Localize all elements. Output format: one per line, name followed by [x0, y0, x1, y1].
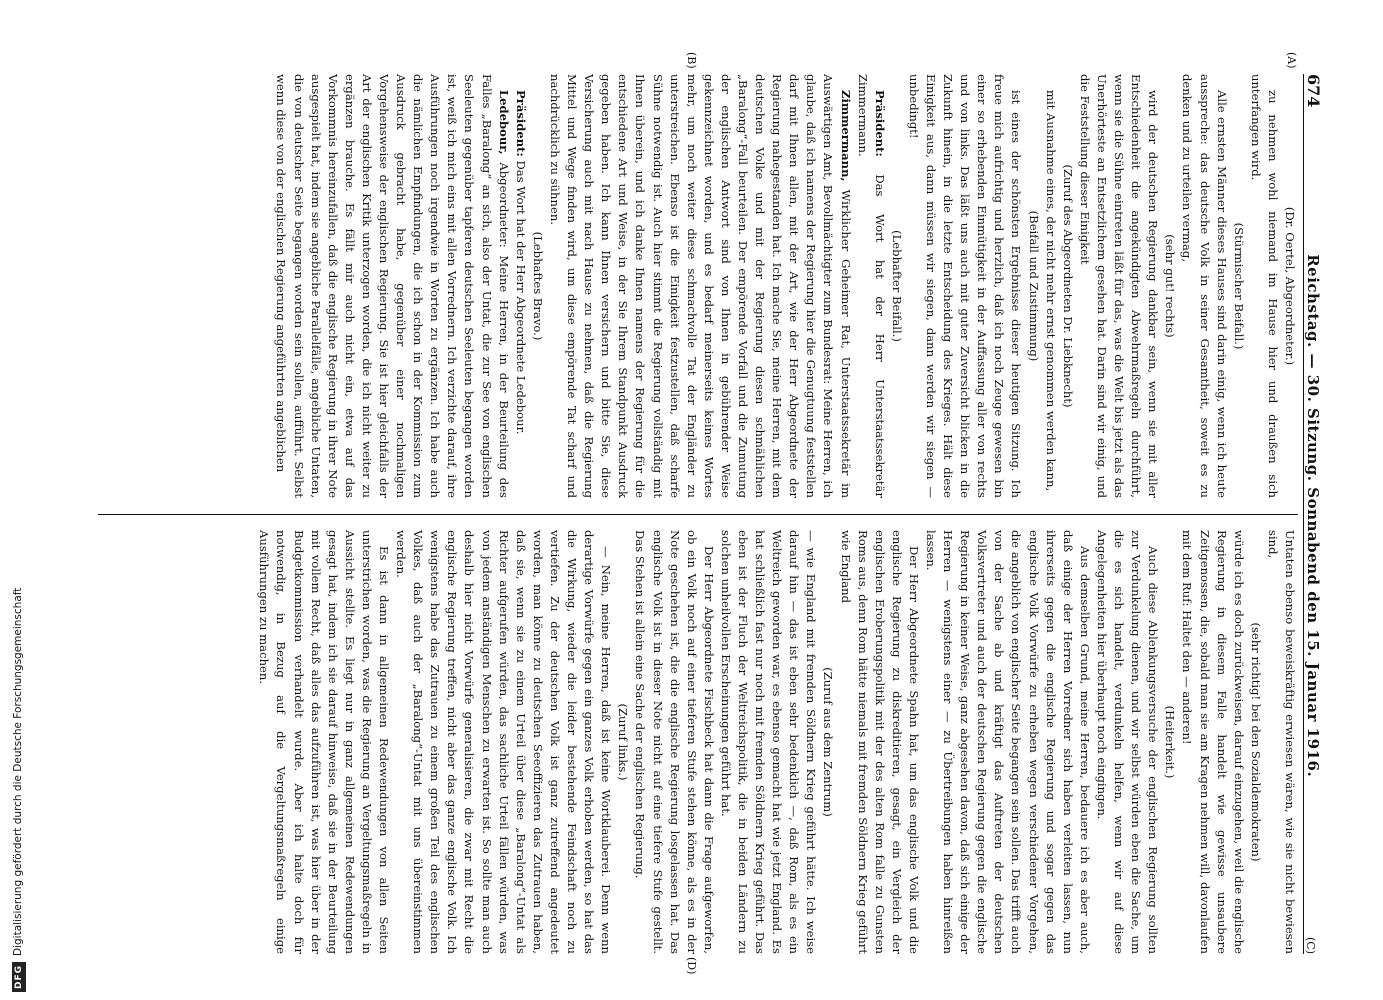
paragraph: zu nehmen wohl niemand im Hause hier und draußen sich unterfangen wird.	[1248, 74, 1280, 498]
page-number: 674	[1304, 74, 1323, 108]
speaker-title: Wirklicher Geheimer Rat, Unterstaatssekretär im Auswärtigen Amt, Bevollmächtigter zum Bundesrat:	[821, 74, 853, 498]
speaker-name: Zimmermann,	[838, 90, 853, 182]
paragraph: Alle ernsten Männer dieses Hauses sind darin einig, wenn ich heute ausspreche: das deutsche Volk in seiner Gesamtheit, soweit es zu denken und zu urteilen vermag,	[1180, 74, 1229, 498]
paragraph: wird der deutschen Regierung dankbar sein, wenn sie mit aller Entschiedenheit die angekündigten Abwehrmaßregeln durchführt, wenn sie die Sühne eintreten läßt für das, was die Welt bis jetzt als das Unerhörteste an Entsetzlichem gesehen hat. Darin sind wir einig, und die Feststellung dieser Einigkeit	[1077, 74, 1161, 498]
paragraph-text: Meine Herren, in der Beurteilung des Falles „Baralong“ an sich, also der Untat, die zur See von englischen Seeleuten gegenüber tapferen deutschen Seeleuten begangen worden ist, weiß ich mich eins mit allen Vorrednern. Ich verzichte darauf, ihre Ausführungen noch irgendwie in Worten zu ergänzen. Ich habe auch die nämlichen Empfindungen, die ich schon in der Kommission zum Ausdruck gebracht habe, gegenüber einer nochmaligen Vorgehensweise der englischen Regierung. Sie ist hier gleichfalls der Art der englischen Kritik unterzogen worden, die ich nicht weiter zu ergänzen brauche. Es fällt mir auch nicht ein, etwa auf das Vorkommnis hereinzufallen, daß die englische Regierung in ihrer Note ausgespielt hat, indem sie angebliche Parallelfälle, angebliche Untaten, die von deutscher Seite begangen worden sein sollen, aufführt. Selbst wenn diese von der englischen Regierung angeführten angeblichen	[274, 74, 511, 498]
paragraph: Aus demselben Grund, meine Herren, bedauere ich es aber auch, daß einige der Herren Vorredner sich haben verleiten lassen, nun ihrerseits gegen die englische Regierung und sogar gegen das englische Volk Vorwürfe zu erheben wegen verschiedener Vorgehen, die angeblich von englischer Seite begangen sein sollen. Das trifft auch von der Sache ab und kräftigt das Auftreten der deutschen Volksvertreter und auch der deutschen Regierung gegen die englische Regierung in keiner Weise, ganz abgesehen davon, daß sich einige der Herren — wenigstens einer — zu Übertreibungen haben hinreißen lassen.	[924, 530, 1092, 954]
reaction: (Beifall und Zustimmung)	[1026, 210, 1041, 362]
speaker-name: Präsident:	[872, 90, 887, 157]
margin-mark-d: (D)	[685, 957, 698, 975]
right-column	[98, 530, 1298, 954]
margin-mark-c: (C)	[1304, 936, 1317, 954]
page-header	[1303, 74, 1330, 954]
paragraph: Es ist dann in allgemeinen Redewendungen von allen Seiten unterstrichen worden, was die Regierung an Vergeltungsmaßregeln in Aussicht stellte. Es liegt nur in ganz allgemeinen Redewendungen gesagt hat, indem ich sie darauf hinweise, daß sie in der Beurteilung mit vollem Recht, daß alles das aufzuführen ist, was hier über in der Budgetkommission verhandelt wurde. Aber ich halte doch für notwendig, in Bezug auf die Vergeltungsmaßregeln einige Ausführungen zu machen.	[257, 530, 392, 954]
speaker-paragraph	[854, 74, 888, 498]
speaker-paragraph	[546, 74, 854, 498]
reaction: (Zuruf links.)	[616, 703, 631, 781]
paragraph: Der Herr Abgeordnete Fischbeck hat dann die Frage aufgeworfen, ob ein Volk noch auf einer tieferen Stufe stehen könne, als es in der Note geschehen ist, die die englische Regierung losgelassen hat. Das englische Volk ist in dieser Note nicht auf eine tiefere Stufe gestellt. Das Stehen ist allein eine Sache der englischen Regierung.	[633, 530, 716, 954]
paragraph: Auch diese Ablenkungsversuche der englischen Regierung sollten zur Verdunkelung dienen, und wir selbst würden eben die Sache, um die es sich handelt, verdunkeln helfen, wenn wir auf diese Angelegenheiten hier überhaupt noch eingingen.	[1094, 530, 1161, 954]
paragraph: — wie England mit fremden Söldnern Krieg geführt hätte. Ich weise darauf hin — das ist eben sehr bedenklich —, daß Rom, als es ein Weltreich geworden war, es ebenso gemacht hat wie jetzt England. Es hat schließlich fast nur noch mit fremden Söldnern Krieg geführt. Das eben ist der Fluch der Weltreichspolitik, die in beiden Ländern zu solchen unheilvollen Erscheinungen geführt hat.	[718, 530, 819, 954]
paragraph: Der Herr Abgeordnete Spahn hat, um das englische Volk und die englische Regierung zu diskreditieren, gesagt, ein Vergleich der englischen Eroberungspolitik mit der des alten Rom falle zu Gunsten Roms aus, denn Rom hätte niemals mit fremden Söldnern Krieg geführt wie England	[838, 530, 921, 954]
paragraph-text: Das Wort hat der Herr Unterstaatssekretär Zimmermann.	[855, 74, 887, 498]
speaker-title: Abgeordneter:	[496, 162, 511, 248]
paragraph: mit Ausnahme eines, der nicht mehr ernst genommen werden kann,	[1043, 90, 1058, 492]
reaction: (Zuruf des Abgeordneten Dr. Liebknecht)	[1060, 164, 1075, 408]
speaker-paragraph	[512, 74, 529, 498]
left-column	[98, 74, 1298, 498]
footer-strip	[0, 0, 22, 1000]
text-columns	[98, 52, 1298, 975]
paragraph: würde ich es doch zurückweisen, darauf einzugehen, weil die englische Regierung in diesem Falle handelt wie gewisse unsaubere Zeitgenossen, die, sobald man sie am Kragen nehmen will, davonlaufen mit dem Ruf: Haltet den — anderen!	[1180, 530, 1246, 954]
margin-mark-a: (A)	[1285, 52, 1298, 69]
paragraph-text: Meine Herren, ich glaube, daß ich namens der Regierung hier die Genugtuung feststellen darf mit Ihnen allen, mit der Art, wie der Herr Abgeordnete der Regierung nahegestanden hat. Ich mache Sie, meine Herren, mit dem deutschen Volke und mit der Regierung diesen schmählichen „Baralong“-Fall beurteilen. Der empörende Vorfall und die Zumutung der englischen Antwort sind von Ihnen in gebührender Weise gekennzeichnet worden, und es bedarf meinerseits keines Wortes mehr, um noch weiter diese schmachvolle Tat der Engländer zu unterstreichen. Ebenso ist die Einigkeit festzustellen, daß scharfe Sühne notwendig ist. Auch hier stimmt die Regierung vollständig mit Ihnen überein, und ich danke Ihnen namens der Regierung für die entschiedene Art und Weise, in der Sie Ihrem Standpunkt Ausdruck gegeben haben. Ich kann Ihnen versichern und bitte Sie, diese Versicherung auch mit nach Hause zu nehmen, daß die Regierung Mittel und Wege finden wird, um diese empörende Tat scharf und nachdrücklich zu sühnen.	[547, 74, 836, 498]
speaker-name: Präsident:	[513, 90, 528, 157]
reaction: (Stürmischer Beifall.)	[1231, 222, 1246, 350]
footer-credit	[11, 0, 26, 1000]
footer-text: Digitalisierung gefördert durch die Deutsche Forschungsgemeinschaft	[12, 587, 24, 956]
reaction: (Zuruf aus dem Zentrum)	[821, 667, 836, 817]
paragraph: Untaten ebenso beweiskräftig erwiesen wären, wie sie nicht bewiesen sind,	[1265, 530, 1297, 954]
margin-mark-b: (B)	[685, 52, 698, 69]
paragraph: ist eines der schönsten Ergebnisse dieser heutigen Sitzung. Ich freue mich aufrichtig und herzlich, daß ich noch Zeuge gewesen bin einer so erhebenden Einmütigkeit in der Auffassung aller von rechts und von links. Das läßt uns auch mit guter Zuversicht blicken in die Zukunft hinein, in die letzte Entscheidung des Krieges. Hält diese Einigkeit aus, dann müssen wir siegen, dann werden wir siegen — unbedingt!	[906, 74, 1024, 498]
document-page	[90, 52, 1330, 975]
reaction: (sehr gut! rechts)	[1163, 234, 1178, 338]
speaker-name: Ledebour,	[496, 90, 511, 155]
dfg-logo: DFG	[12, 962, 26, 992]
speaker-paragraph	[272, 74, 511, 498]
reaction: (Heiterkeit.)	[1163, 705, 1178, 779]
paragraph-text: Das Wort hat der Herr Abgeordnete Ledebour.	[513, 160, 528, 435]
reaction: (sehr richtig! bei den Sozialdemokraten)	[1248, 622, 1263, 862]
speaker-continuation: (Dr. Oertel, Abgeordneter.)	[1283, 206, 1297, 366]
column-divider	[98, 514, 1298, 515]
reaction: (Lebhafter Beifall.)	[889, 230, 904, 342]
paragraph: — Nein, meine Herren, daß ist keine Wortklauberei. Denn wenn derartige Vorwürfe gegen ein ganzes Volk erhoben werden, so hat das die Wirkung, wieder die leider bestehende Feindschaft noch zu vertiefen. Zu der deutschen Volk ist ganz zutreffend angedeutet worden, man könne zu deutschen Seeoffizieren das Zutrauen haben, daß sie, wenn sie zu einem Urteil über diese „Baralong“-Untat als Richter aufgerufen würden, das sachliche Urteil fällen würden, was von jedem anständigen Menschen zu erwarten ist. So sollte man auch deshalb hier nicht Vorwürfe generalisieren, die zwar mit Recht die englische Regierung treffen, nicht aber das ganze englische Volk. Ich wenigstens habe das Zutrauen zu einem großen Teil des englischen Volkes, daß auch der „Baralong“-Untat mit uns übereinstimmen werden.	[394, 530, 614, 954]
running-title: Reichstag. — 30. Sitzung. Sonnabend den 15. Januar 1916.	[1304, 254, 1322, 778]
reaction: (Lebhaftes Bravo.)	[530, 231, 545, 341]
